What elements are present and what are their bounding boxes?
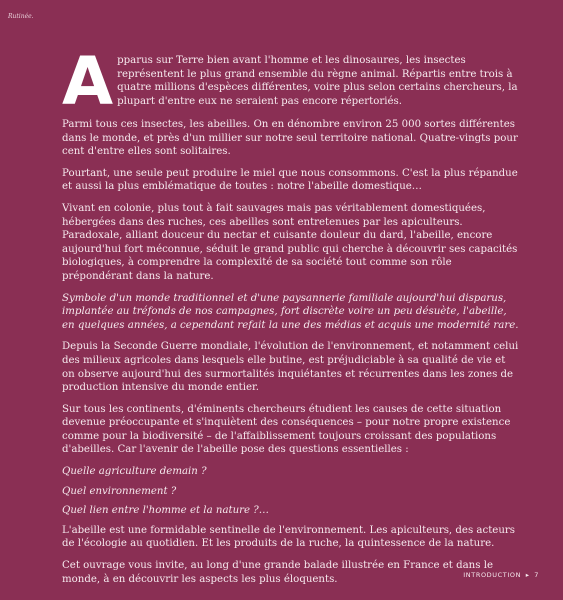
paragraph: Pourtant, une seule peut produire le miel que nous consommons. C'est la plus répandue et aussi la plus emblématique de toutes : notre l'abeille domestique…: [62, 167, 518, 193]
section-label: INTRODUCTION: [463, 571, 522, 579]
question: Quel environnement ?: [62, 485, 177, 497]
question: Quel lien entre l'homme et la nature ?…: [62, 505, 269, 517]
running-head: Rutinée.: [8, 13, 34, 20]
arrow-right-icon: ▸: [525, 571, 530, 579]
paragraph: Symbole d'un monde traditionnel et d'une paysannerie familiale aujourd'hui disparus, implantée au tréfonds de nos campagnes, fort discrète voire un peu désuète, l'abeille, en quelques années, a cependant refait la une des médias et acquis une modernité rare.: [62, 292, 519, 331]
paragraph: Parmi tous ces insectes, les abeilles. On en dénombre environ 25 000 sortes différentes dans le monde, et près d'un millier sur notre seul territoire national. Quatre-vingts pour cent d'entre elles sont solitaires.: [62, 119, 518, 158]
page-footer: [463, 571, 539, 579]
paragraph: L'abeille est une formidable sentinelle de l'environnement. Les apiculteurs, des acteurs de l'écologie au quotidien. Et les produits de la ruche, la quintessence de la nature.: [62, 524, 515, 550]
paragraph: Vivant en colonie, plus tout à fait sauvages mais pas véritablement domestiquées, hébergées dans des ruches, ces abeilles sont entretenues par les apiculteurs. Paradoxale, alliant douceur du nectar et cuisante douleur du dard, l'abeille, encore aujourd'hui fort méconnue, séduit le grand public qui cherche à découvrir ses capacités biologiques, à comprendre la complexité de sa société tout comme son rôle prépondérant dans la nature.: [62, 202, 518, 282]
question: Quelle agriculture demain ?: [62, 466, 207, 478]
drop-cap: A: [62, 43, 114, 120]
page-number: 7: [534, 571, 539, 579]
paragraph: Cet ouvrage vous invite, au long d'une grande balade illustrée en France et dans le monde, à en découvrir les aspects les plus éloquents.: [62, 560, 493, 585]
intro-paragraph: [62, 43, 520, 120]
article-body: [62, 43, 520, 594]
paragraph: Sur tous les continents, d'éminents chercheurs étudient les causes de cette situation devenue préoccupante et s'inquiètent des conséquences – pour notre propre existence comme pour la biodiversité – de l'affaiblissement toujours croissant des populations d'abeilles. Car l'avenir de l'abeille pose des questions essentielles :: [62, 403, 511, 456]
paragraph: Depuis la Seconde Guerre mondiale, l'évolution de l'environnement, et notamment celui des milieux agricoles dans lesquels elle butine, est préjudiciable à sa qualité de vie et on observe aujourd'hui des surmortalités inquiétantes et récurrentes dans les zones de production intensive du monde entier.: [62, 341, 519, 394]
paragraph-text: pparus sur Terre bien avant l'homme et les dinosaures, les insectes représentent le plus grand ensemble du règne animal. Répartis entre trois à quatre millions d'espèces différentes, voire plus selon certains chercheurs, la plupart d'entre eux ne seraient pas encore répertoriés.: [117, 55, 518, 107]
